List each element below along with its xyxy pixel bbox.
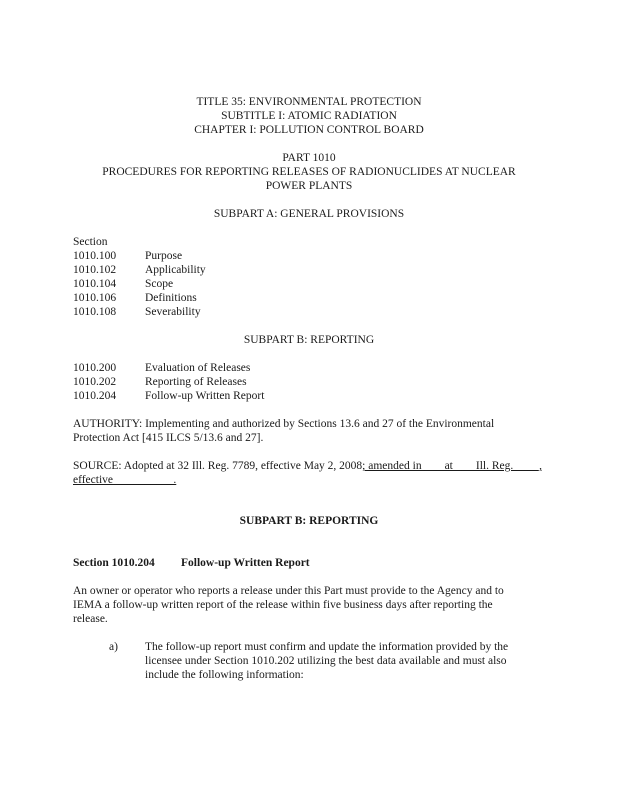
- toc-number: 1010.102: [73, 264, 117, 276]
- title-line: TITLE 35: ENVIRONMENTAL PROTECTION: [196, 96, 422, 108]
- source-amendment-text: ; amended in ___ at ___ Ill. Reg. ____,: [362, 460, 542, 472]
- subtitle-line: SUBTITLE I: ATOMIC RADIATION: [221, 110, 397, 122]
- toc-number: 1010.106: [73, 292, 117, 304]
- source-text: SOURCE: Adopted at 32 Ill. Reg. 7789, effective May 2, 2008: [73, 460, 363, 472]
- toc-title: Purpose: [145, 250, 183, 262]
- subpart-b-heading: SUBPART B: REPORTING: [239, 515, 379, 527]
- toc-number: 1010.200: [73, 362, 117, 374]
- toc-title: Scope: [145, 278, 174, 290]
- toc-title: Applicability: [145, 264, 206, 276]
- authority-line-2: Protection Act [415 ILCS 5/13.6 and 27].: [73, 432, 264, 444]
- toc-title: Follow-up Written Report: [145, 390, 265, 402]
- source-line-2: effective __________.: [73, 474, 177, 486]
- source-line-1: [73, 459, 542, 473]
- part-title-line-2: POWER PLANTS: [265, 180, 353, 192]
- toc-number: 1010.204: [73, 390, 117, 402]
- item-a-line-2: licensee under Section 1010.202 utilizing the best data available and must also: [145, 655, 507, 667]
- intro-line-1: An owner or operator who reports a release under this Part must provide to the Agency and to: [73, 585, 504, 597]
- item-a-line-3: include the following information:: [145, 669, 304, 681]
- section-title: Follow-up Written Report: [181, 557, 310, 569]
- toc-number: 1010.108: [73, 306, 117, 318]
- toc-title: Severability: [145, 306, 201, 318]
- subpart-b-toc-heading: SUBPART B: REPORTING: [243, 334, 375, 346]
- toc-title: Evaluation of Releases: [145, 362, 251, 374]
- toc-number: 1010.104: [73, 278, 117, 290]
- toc-number: 1010.202: [73, 376, 117, 388]
- part-title-line-1: PROCEDURES FOR REPORTING RELEASES OF RADIONUCLIDES AT NUCLEAR: [102, 166, 516, 178]
- intro-line-2: IEMA a follow-up written report of the release within five business days after reporting the: [73, 599, 493, 611]
- toc-title: Definitions: [145, 292, 197, 304]
- toc-number: 1010.100: [73, 250, 117, 262]
- item-a-label: a): [109, 641, 118, 653]
- toc-title: Reporting of Releases: [145, 376, 247, 388]
- section-label: Section: [73, 236, 108, 248]
- subpart-a-heading: SUBPART A: GENERAL PROVISIONS: [213, 208, 405, 220]
- chapter-line: CHAPTER I: POLLUTION CONTROL BOARD: [194, 124, 424, 136]
- part-line: PART 1010: [282, 152, 336, 164]
- item-a-line-1: The follow-up report must confirm and update the information provided by the: [145, 641, 509, 653]
- section-number: Section 1010.204: [73, 557, 155, 569]
- intro-line-3: release.: [73, 613, 108, 625]
- authority-line-1: AUTHORITY: Implementing and authorized by Sections 13.6 and 27 of the Environmental: [73, 418, 495, 430]
